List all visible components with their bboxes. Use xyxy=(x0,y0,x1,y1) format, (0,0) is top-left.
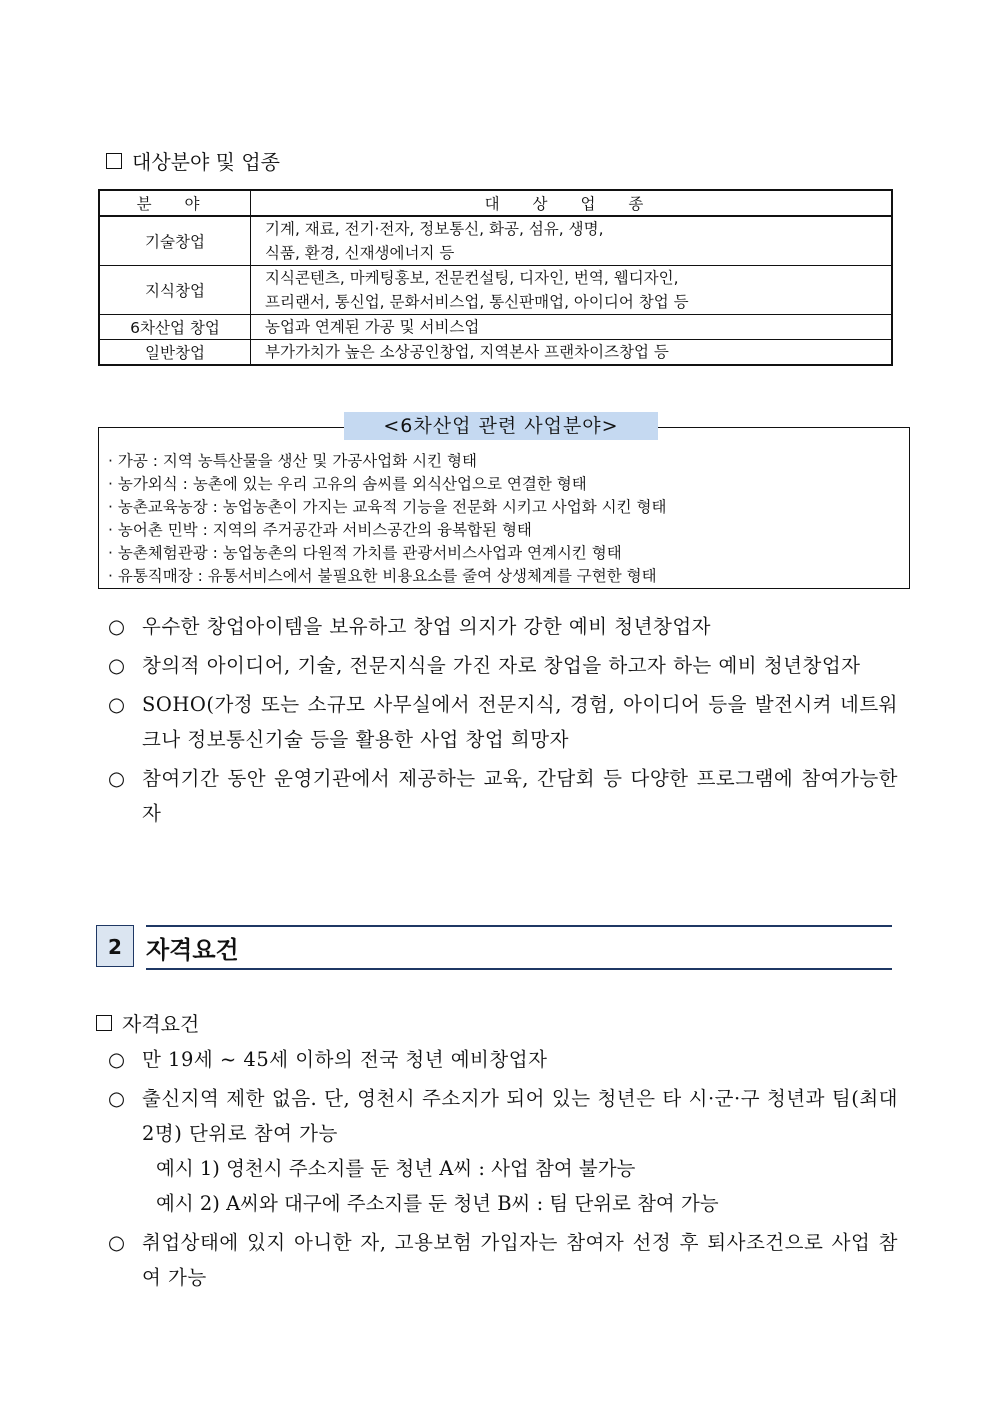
bullet-text: 우수한 창업아이템을 보유하고 창업 의지가 강한 예비 청년창업자 xyxy=(142,615,711,638)
section-divider-top xyxy=(146,925,892,927)
bullet-text: 취업상태에 있지 아니한 자, 고용보험 가입자는 참여자 선정 후 퇴사조건으로 사업 참여 가능 xyxy=(142,1231,898,1289)
target-bullets xyxy=(108,609,898,835)
row-category: 일반창업 xyxy=(99,340,251,366)
list-item xyxy=(108,609,898,644)
bullet-text: 출신지역 제한 없음. 단, 영천시 주소지가 되어 있는 청년은 타 시·군·구 청년과 팀(최대 2명) 단위로 참여 가능 xyxy=(142,1087,898,1145)
row-line: 부가가치가 높은 소상공인창업, 지역본사 프랜차이즈창업 등 xyxy=(265,343,669,361)
section-number: 2 xyxy=(96,925,134,967)
list-item: · 농촌교육농장 : 농업농촌이 가지는 교육적 기능을 전문화 시키고 사업화 시킨 형태 xyxy=(108,498,667,516)
circle-bullet-icon: ○ xyxy=(108,1048,126,1071)
list-item xyxy=(108,1042,898,1077)
qualification-heading-text: 자격요건 xyxy=(122,1012,200,1036)
row-line: 농업과 연계된 가공 및 서비스업 xyxy=(265,318,480,336)
row-line: 지식콘텐츠, 마케팅홍보, 전문컨설팅, 디자인, 번역, 웹디자인, xyxy=(265,269,679,287)
sixth-industry-box-title: <6차산업 관련 사업분야> xyxy=(344,412,658,440)
target-fields-table xyxy=(98,189,893,366)
row-industries xyxy=(251,266,893,315)
circle-bullet-icon: ○ xyxy=(108,693,126,716)
bullet-text: 참여기간 동안 운영기관에서 제공하는 교육, 간담회 등 다양한 프로그램에 참여가능한 자 xyxy=(142,767,898,825)
section-divider-bottom xyxy=(146,968,892,970)
row-category: 기술창업 xyxy=(99,216,251,266)
circle-bullet-icon: ○ xyxy=(108,615,126,638)
qualification-heading xyxy=(96,1008,199,1037)
row-industries xyxy=(251,340,893,366)
circle-bullet-icon: ○ xyxy=(108,767,126,790)
checkbox-square-icon xyxy=(96,1015,112,1031)
table-row xyxy=(99,315,892,340)
qualification-bullets xyxy=(108,1042,898,1299)
bullet-text: 창의적 아이디어, 기술, 전문지식을 가진 자로 창업을 하고자 하는 예비 청년창업자 xyxy=(142,654,861,677)
list-item: · 농어촌 민박 : 지역의 주거공간과 서비스공간의 융복합된 형태 xyxy=(108,521,532,539)
checkbox-square-icon xyxy=(106,153,122,169)
table-row xyxy=(99,340,892,366)
list-item: · 농가외식 : 농촌에 있는 우리 고유의 솜씨를 외식산업으로 연결한 형태 xyxy=(108,475,587,493)
list-item xyxy=(108,761,898,831)
list-item: · 유통직매장 : 유통서비스에서 불필요한 비용요소를 줄여 상생체계를 구현한 형태 xyxy=(108,567,657,585)
target-fields-heading xyxy=(106,146,280,175)
list-item xyxy=(108,1225,898,1295)
header-industry: 대 상 업 종 xyxy=(251,190,893,216)
header-field: 분 야 xyxy=(99,190,251,216)
list-item: · 가공 : 지역 농특산물을 생산 및 가공사업화 시킨 형태 xyxy=(108,452,477,470)
circle-bullet-icon: ○ xyxy=(108,1231,126,1254)
list-item xyxy=(108,648,898,683)
example-1: 예시 1) 영천시 주소지를 둔 청년 A씨 : 사업 참여 불가능 xyxy=(156,1157,636,1180)
section-title: 자격요건 xyxy=(146,936,239,964)
table-row xyxy=(99,266,892,315)
sixth-industry-list xyxy=(108,450,666,588)
table-row xyxy=(99,216,892,266)
bullet-text: SOHO(가정 또는 소규모 사무실에서 전문지식, 경험, 아이디어 등을 발전시켜 네트워크나 정보통신기술 등을 활용한 사업 창업 희망자 xyxy=(142,693,898,751)
target-fields-heading-text: 대상분야 및 업종 xyxy=(132,150,280,174)
row-industries xyxy=(251,216,893,266)
list-item xyxy=(108,1081,898,1151)
table-header-row xyxy=(99,190,892,216)
row-line: 식품, 환경, 신재생에너지 등 xyxy=(265,244,455,262)
row-line: 프리랜서, 통신업, 문화서비스업, 통신판매업, 아이디어 창업 등 xyxy=(265,293,689,311)
circle-bullet-icon: ○ xyxy=(108,654,126,677)
row-category: 지식창업 xyxy=(99,266,251,315)
row-category: 6차산업 창업 xyxy=(99,315,251,340)
circle-bullet-icon: ○ xyxy=(108,1087,126,1110)
row-industries xyxy=(251,315,893,340)
list-item: · 농촌체험관광 : 농업농촌의 다원적 가치를 관광서비스사업과 연계시킨 형태 xyxy=(108,544,622,562)
bullet-text: 만 19세 ~ 45세 이하의 전국 청년 예비창업자 xyxy=(142,1048,548,1071)
example-2: 예시 2) A씨와 대구에 주소지를 둔 청년 B씨 : 팀 단위로 참여 가능 xyxy=(156,1192,719,1215)
list-item xyxy=(108,687,898,757)
row-line: 기계, 재료, 전기·전자, 정보통신, 화공, 섬유, 생명, xyxy=(265,220,604,238)
